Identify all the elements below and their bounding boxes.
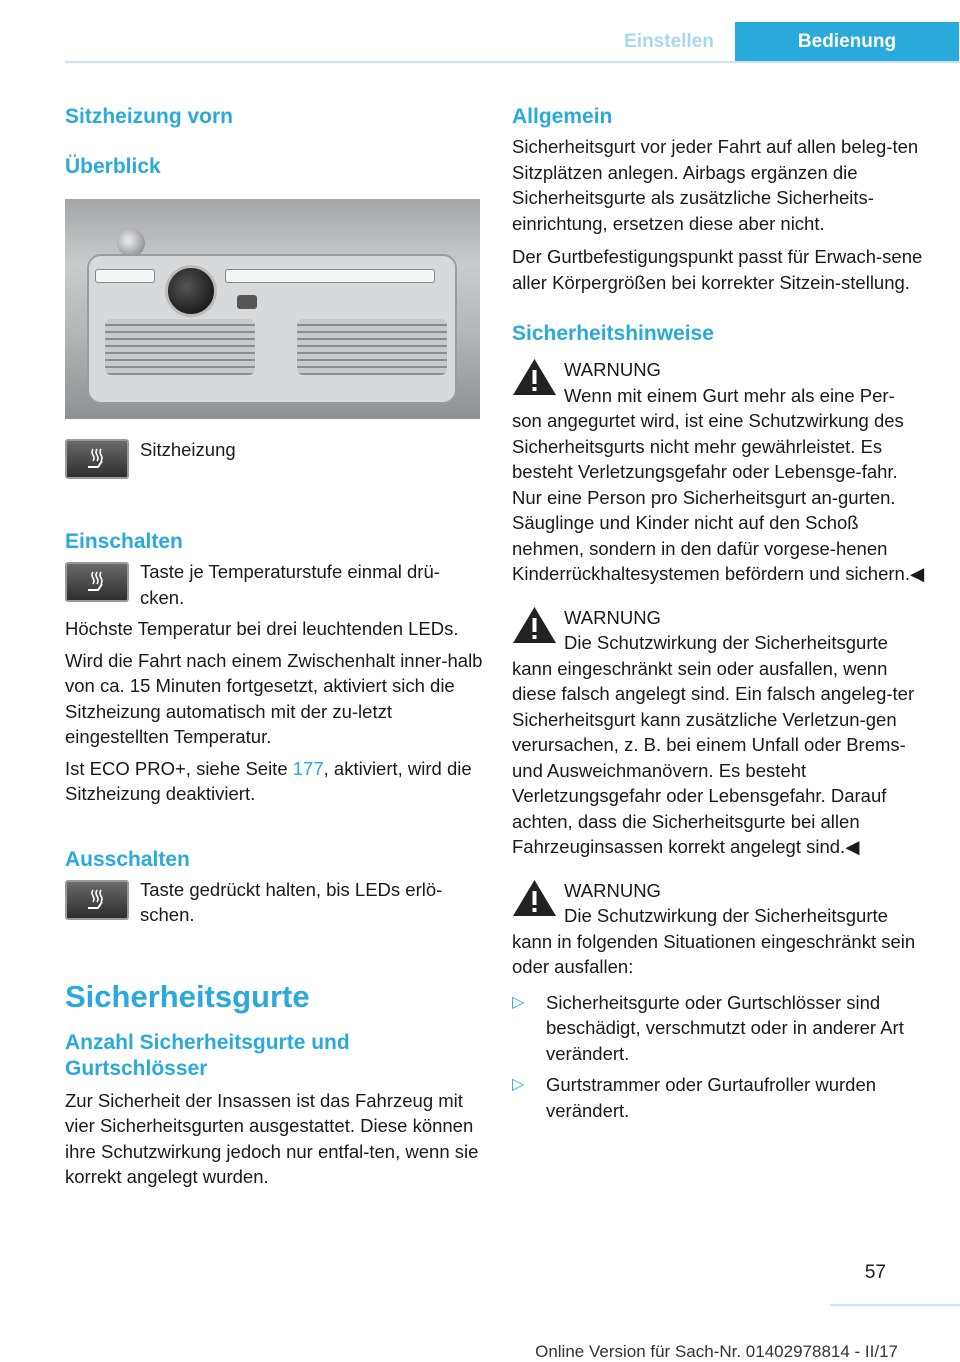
einschalten-row bbox=[65, 559, 483, 610]
tab-einstellen[interactable]: Einstellen bbox=[605, 22, 735, 62]
icon-legend-row bbox=[65, 439, 483, 479]
warning-title: WARNUNG bbox=[564, 879, 661, 901]
warning-text: son angegurtet wird, ist eine Schutzwirkung des Sicherheitsgurts nicht mehr gewährleistet. Es besteht Verletzungsgefahr oder Lebensge‐fahr. Nur eine Person pro Sicherheitsgurt an‐gurten. Säuglinge und Kinder nicht auf den Schoß nehmen, sondern in den dafür vorgese‐henen Kinderrückhaltesystemen befördern und sichern.◀ bbox=[512, 410, 925, 584]
paragraph: Wird die Fahrt nach einem Zwischenhalt inner‐halb von ca. 15 Minuten fortgesetzt, aktiviert sich die Sitzheizung automatisch mit der zu‐letzt eingestellten Temperatur. bbox=[65, 649, 483, 747]
subsection-einschalten: Einschalten bbox=[65, 530, 183, 553]
paragraph: Zur Sicherheit der Insassen ist das Fahrzeug mit vier Sicherheitsgurten ausgestattet. Diese können ihre Schutzwirkung jedoch nur entfal‐ten, wenn sie korrekt angelegt wurden. bbox=[65, 1089, 479, 1187]
paragraph: Sicherheitsgurt vor jeder Fahrt auf allen beleg‐ten Sitzplätzen anlegen. Airbags ergänzen die Sicherheitsgurte als zusätzliche Sicherheits‐einrichtung, ersetzen diese aber nicht. bbox=[512, 136, 919, 234]
list-item bbox=[512, 990, 926, 1067]
section-title-allgemein: Allgemein bbox=[512, 105, 613, 128]
list-item-text: Gurtstrammer oder Gurtaufroller wurden verändert. bbox=[546, 1074, 877, 1121]
seat-heating-icon bbox=[84, 888, 110, 912]
seat-heating-button-icon bbox=[65, 880, 129, 920]
section-title-sicherheitshinweise: Sicherheitshinweise bbox=[512, 322, 714, 345]
einschalten-text: Taste je Temperaturstufe einmal drü‐cken. bbox=[140, 561, 440, 608]
subsection-ausschalten: Ausschalten bbox=[65, 847, 190, 871]
paragraph: Höchste Temperatur bei drei leuchtenden LEDs. bbox=[65, 618, 459, 639]
warning-title: WARNUNG bbox=[564, 606, 661, 628]
warning-text: kann eingeschränkt sein oder ausfallen, wenn diese falsch angelegt sind. Ein falsch angeleg‐ter Sicherheitsgurt kann zusätzliche Verletzun‐gen verursachen, z. B. bei einem Unfall oder Brems- und Ausweichmanövern. Es besteht Verletzungsgefahr oder Lebensgefahr. Darauf achten, dass die Sicherheitsgurte bei allen Fahrzeuginsassen korrekt angelegt sind.◀ bbox=[512, 657, 915, 857]
paragraph-text: Ist ECO PRO+, siehe Seite bbox=[65, 757, 293, 779]
section-title-anzahl: Anzahl Sicherheitsgurte und Gurtschlösser bbox=[65, 1030, 350, 1080]
paragraph-text: , aktiviert, wird die Sitzheizung deaktiviert. bbox=[65, 757, 472, 804]
air-vent-right bbox=[297, 319, 447, 375]
volume-knob bbox=[117, 229, 145, 257]
bullet-marker: ▷ bbox=[512, 1076, 525, 1093]
seat-heating-button-icon bbox=[65, 562, 129, 602]
temperature-knob bbox=[165, 265, 217, 317]
warning-block bbox=[512, 878, 926, 929]
ausschalten-row bbox=[65, 877, 483, 928]
seat-heating-button-icon bbox=[65, 439, 129, 479]
panel-button-row bbox=[225, 269, 435, 283]
warning-block bbox=[512, 357, 926, 408]
header-tabs bbox=[605, 22, 959, 62]
warning-text: Die Schutzwirkung der Sicherheitsgurte bbox=[564, 905, 888, 926]
header-divider bbox=[65, 61, 960, 63]
warning-text: Die Schutzwirkung der Sicherheitsgurte bbox=[564, 632, 888, 653]
icon-caption: Sitzheizung bbox=[140, 439, 236, 460]
paragraph: Der Gurtbefestigungspunkt passt für Erwach‐sene aller Körpergrößen bei korrekter Sitzein‐stellung. bbox=[512, 246, 923, 293]
air-vent-left bbox=[105, 319, 255, 375]
warning-text: kann in folgenden Situationen eingeschränkt sein oder ausfallen: bbox=[512, 930, 916, 977]
chapter-title-sicherheitsgurte: Sicherheitsgurte bbox=[65, 978, 310, 1014]
section-title-sitzheizung: Sitzheizung vorn bbox=[65, 105, 233, 128]
page-link-177[interactable]: 177 bbox=[292, 757, 324, 779]
left-column bbox=[65, 100, 483, 1190]
seat-heating-panel-button bbox=[237, 295, 257, 309]
warning-title: WARNUNG bbox=[564, 359, 661, 380]
warning-text: Wenn mit einem Gurt mehr als eine Per‐ bbox=[564, 384, 895, 406]
seat-heating-icon bbox=[84, 447, 110, 471]
climate-panel-photo bbox=[65, 199, 480, 419]
seat-heating-icon bbox=[84, 570, 110, 594]
list-item-text: Sicherheitsgurte oder Gurtschlösser sind beschädigt, verschmutzt oder in anderer Art verändert. bbox=[546, 991, 904, 1064]
warning-block bbox=[512, 605, 926, 656]
ausschalten-text: Taste gedrückt halten, bis LEDs erlö‐schen. bbox=[140, 878, 443, 925]
page-number: 57 bbox=[864, 1262, 886, 1283]
footer-text: Online Version für Sach-Nr. 01402978814 - II/17 bbox=[535, 1342, 898, 1361]
warning-triangle-icon bbox=[512, 878, 557, 918]
footer-divider bbox=[830, 1304, 960, 1306]
subsection-ueberblick: Überblick bbox=[65, 155, 161, 178]
paragraph bbox=[65, 756, 483, 807]
warning-triangle-icon bbox=[512, 357, 557, 397]
bullet-marker: ▷ bbox=[512, 993, 525, 1011]
warning-triangle-icon bbox=[512, 605, 557, 645]
tab-bedienung[interactable]: Bedienung bbox=[735, 22, 959, 62]
right-column bbox=[512, 100, 926, 1123]
list-item bbox=[512, 1072, 926, 1123]
panel-button-row bbox=[95, 269, 155, 283]
